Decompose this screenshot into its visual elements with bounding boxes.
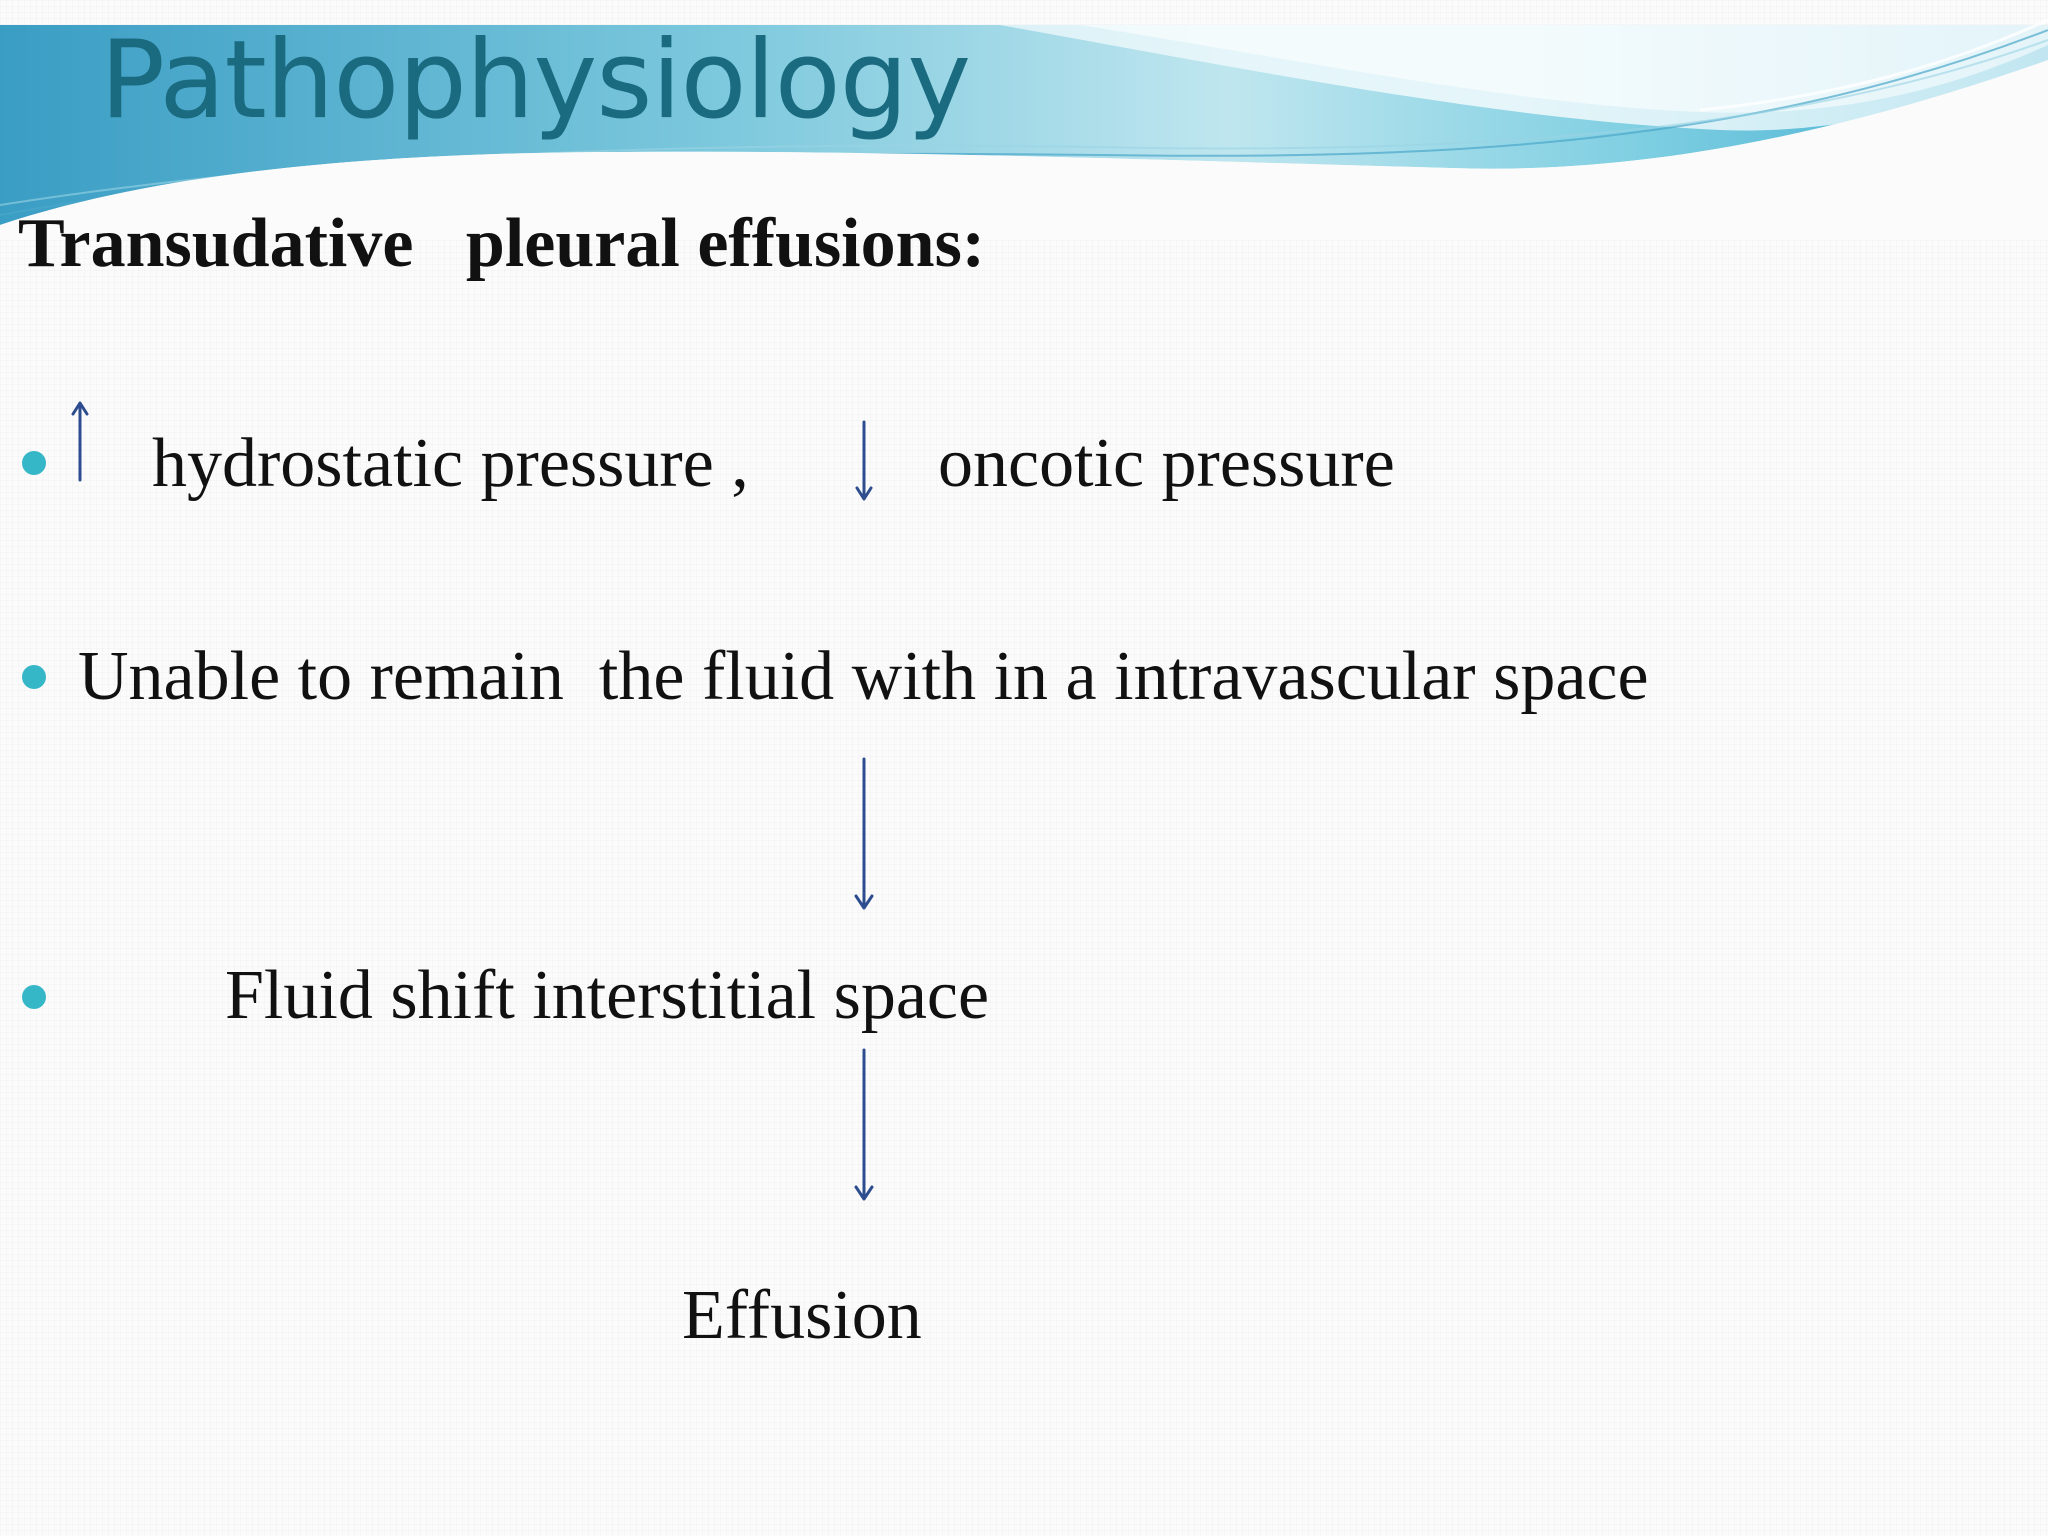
down-arrow-icon: [854, 420, 874, 502]
down-arrow-icon: [852, 757, 876, 911]
bullet-oncotic-text: oncotic pressure: [938, 425, 1395, 502]
slide-subtitle: Transudative pleural effusions:: [18, 205, 986, 282]
effusion-result-text: Effusion: [682, 1277, 922, 1354]
bullet-dot: [22, 451, 46, 475]
bullet-intravascular-text: Unable to remain the fluid with in a intravascular space: [78, 638, 1649, 715]
page-title: Pathophysiology: [100, 18, 971, 143]
bullet-dot: [22, 985, 46, 1009]
bullet-hydrostatic-text: hydrostatic pressure ,: [152, 425, 749, 502]
bullet-interstitial-text: Fluid shift interstitial space: [225, 957, 990, 1034]
down-arrow-icon: [852, 1048, 876, 1202]
up-arrow-icon: [70, 400, 90, 482]
bullet-dot: [22, 665, 46, 689]
